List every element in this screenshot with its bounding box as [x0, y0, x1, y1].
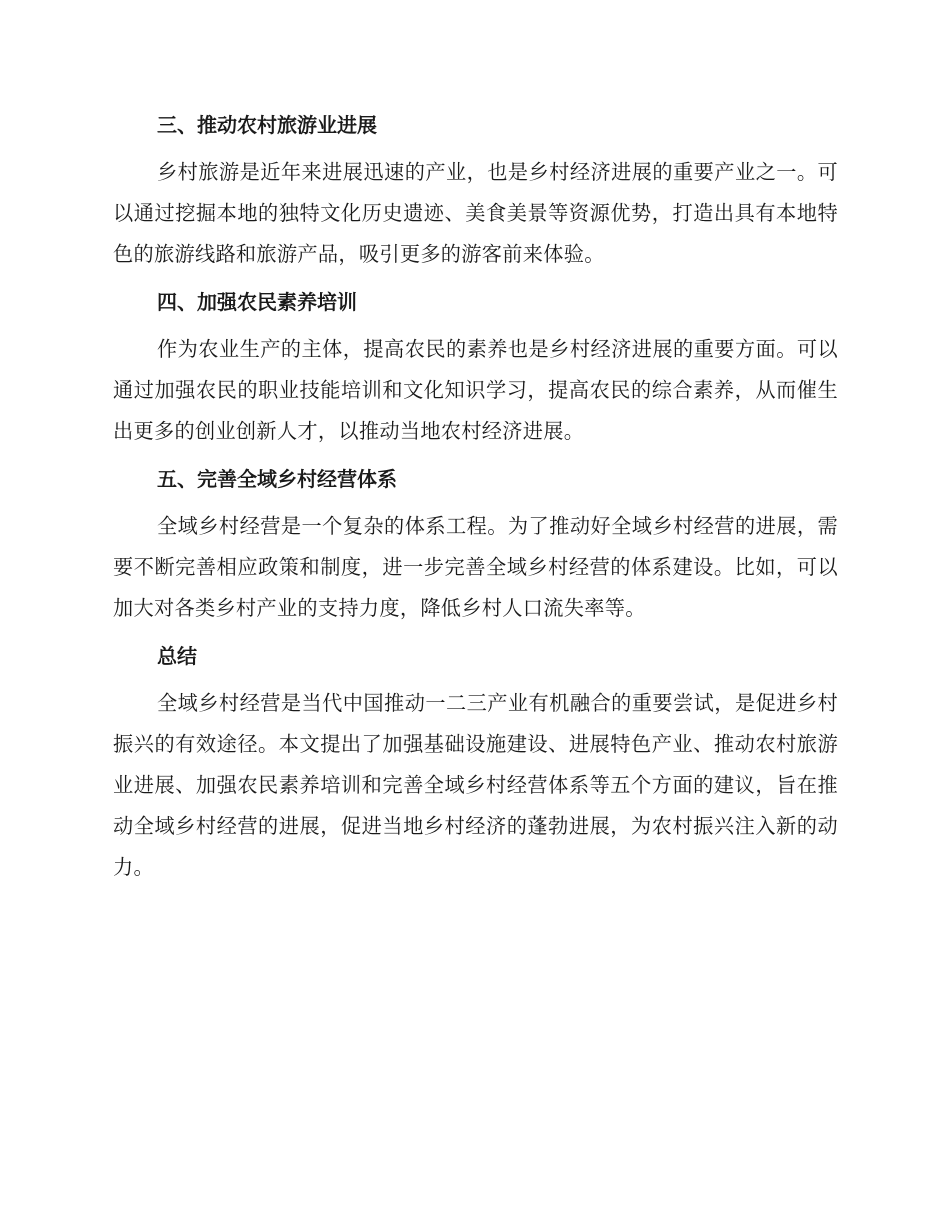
section-paragraph-rural-tourism: 乡村旅游是近年来进展迅速的产业，也是乡村经济进展的重要产业之一。可以通过挖掘本地的独特文化历史遗迹、美食美景等资源优势，打造出具有本地特色的旅游线路和旅游产品，吸引更多的游客前来体验。 — [113, 160, 838, 266]
section-heading-summary: 总结 — [157, 644, 197, 668]
section-heading-rural-tourism: 三、推动农村旅游业进展 — [157, 113, 377, 137]
section-paragraph-management-system: 全域乡村经营是一个复杂的体系工程。为了推动好全域乡村经营的进展，需要不断完善相应政策和制度，进一步完善全域乡村经营的体系建设。比如，可以加大对各类乡村产业的支持力度，降低乡村人口流失率等。 — [113, 514, 838, 620]
section-paragraph-farmer-training: 作为农业生产的主体，提高农民的素养也是乡村经济进展的重要方面。可以通过加强农民的职业技能培训和文化知识学习，提高农民的综合素养，从而催生出更多的创业创新人才，以推动当地农村经济进展。 — [113, 337, 838, 443]
section-heading-farmer-training: 四、加强农民素养培训 — [157, 290, 357, 314]
section-heading-management-system: 五、完善全域乡村经营体系 — [157, 467, 397, 491]
document-body — [113, 110, 838, 900]
section-paragraph-summary: 全域乡村经营是当代中国推动一二三产业有机融合的重要尝试，是促进乡村振兴的有效途径。本文提出了加强基础设施建设、进展特色产业、推动农村旅游业进展、加强农民素养培训和完善全域乡村经营体系等五个方面的建议，旨在推动全域乡村经营的进展，促进当地乡村经济的蓬勃进展，为农村振兴注入新的动力。 — [113, 691, 838, 879]
